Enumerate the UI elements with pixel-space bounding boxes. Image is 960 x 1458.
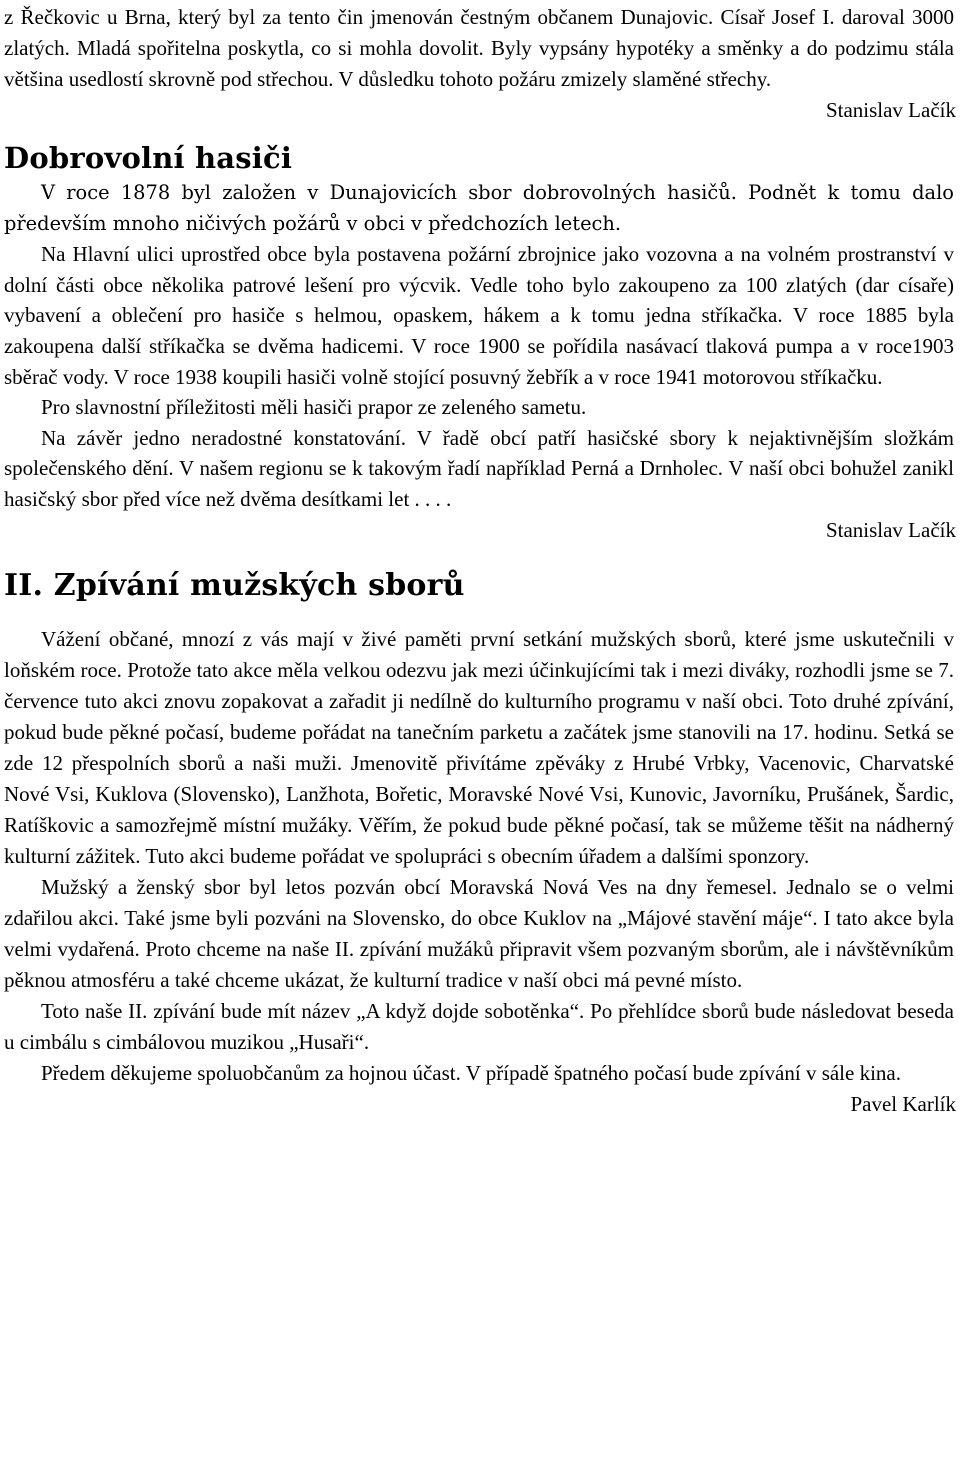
intro-signature: Stanislav Lačík (825, 98, 956, 122)
firefighters-paragraph-3: Pro slavnostní příležitosti měli hasiči prapor ze zeleného sametu. (41, 395, 587, 420)
firefighters-paragraph-1: V roce 1878 byl založen v Dunajovicích sbor dobrovolných hasičů. Podnět k tomu dalo především mnoho ničivých požárů v obci v předchozích letech. (4, 181, 954, 235)
choirs-paragraph-4: Předem děkujeme spoluobčanům za hojnou účast. V případě špatného počasí bude zpívání v sále kina. (41, 1060, 901, 1085)
firefighters-body (4, 178, 954, 515)
firefighters-signature: Stanislav Lačík (825, 517, 956, 542)
choirs-paragraph-2: Mužský a ženský sbor byl letos pozván obcí Moravská Nová Ves na dny řemesel. Jednalo se o velmi zdařilou akci. Také jsme byli pozváni na Slovensko, do obce Kuklov na „Májové stavění máje“. I tato akce byla velmi vydařená. Proto chceme na naše II. zpívání mužáků připravit všem pozvaným sborům, ale i návštěvníkům pěknou atmosféru a také chceme ukázat, že kulturní tradice v naší obci má pevné místo. (4, 874, 954, 992)
document-page (4, 0, 954, 1120)
section-title-firefighters: Dobrovolní hasiči (4, 141, 293, 175)
firefighters-paragraph-2: Na Hlavní ulici uprostřed obce byla postavena požární zbrojnice jako vozovna a na volném prostranství v dolní části obce několika patrové lešení pro výcvik. Vedle toho bylo zakoupeno za 100 zlatých (dar císaře) vybavení a oblečení pro hasiče s helmou, opaskem, hákem a k tomu jedna stříkačka. V roce 1885 byla zakoupena další stříkačka se dvěma hadicemi. V roce 1900 se pořídila nasávací tlaková pumpa a v roce1903 sběrač vody. V roce 1938 koupili hasiči volně stojící posuvný žebřík a v roce 1941 motorovou stříkačku. (4, 242, 954, 389)
choirs-paragraph-1: Vážení občané, mnozí z vás mají v živé paměti první setkání mužských sborů, které jsme uskutečnili v loňském roce. Protože tato akce měla velkou odezvu jak mezi účinkujícími tak i mezi diváky, rozhodli jsme se 7. července tuto akci znovu zopakovat a zařadit ji nedílně do kulturního programu v naší obci. Toto druhé zpívání, pokud bude pěkné počasí, budeme pořádat na tanečním parketu a začátek jsme stanovili na 17. hodinu. Setká se zde 12 přespolních sborů a naši muži. Jmenovitě přivítáme zpěváky z Hrubé Vrbky, Vacenovic, Charvatské Nové Vsi, Kuklova (Slovensko), Lanžhota, Bořetic, Moravské Nové Vsi, Kunovic, Javorníku, Prušánek, Šardic, Ratíškovic a samozřejmě místní mužáky. Věřím, že pokud bude pěkné počasí, tak se můžeme těšit na nádherný kulturní zážitek. Tuto akci budeme pořádat ve spolupráci s obecním úřadem a dalšími sponzory. (4, 626, 954, 868)
firefighters-paragraph-4: Na závěr jedno neradostné konstatování. V řadě obcí patří hasičské sbory k nejaktivnějším složkám společenského dění. V našem regionu se k takovým řadí například Perná a Drnholec. V naší obci bohužel zanikl hasičský sbor před více než dvěma desítkami let . . . . (4, 425, 954, 511)
section-title-choirs: II. Zpívání mužských sborů (4, 567, 465, 603)
choirs-paragraph-3: Toto naše II. zpívání bude mít název „A když dojde sobotěnka“. Po přehlídce sborů bude následovat beseda u cimbálu s cimbálovou muzikou „Husaři“. (4, 998, 954, 1054)
intro-paragraph: z Řečkovic u Brna, který byl za tento čin jmenován čestným občanem Dunajovic. Císař Josef I. daroval 3000 zlatých. Mladá spořitelna poskytla, co si mohla dovolit. Byly vypsány hypotéky a směnky a do podzimu stála většina usedlostí skrovně pod střechou. V důsledku tohoto požáru zmizely slaměné střechy. (4, 5, 954, 91)
choirs-signature: Pavel Karlík (850, 1091, 956, 1116)
